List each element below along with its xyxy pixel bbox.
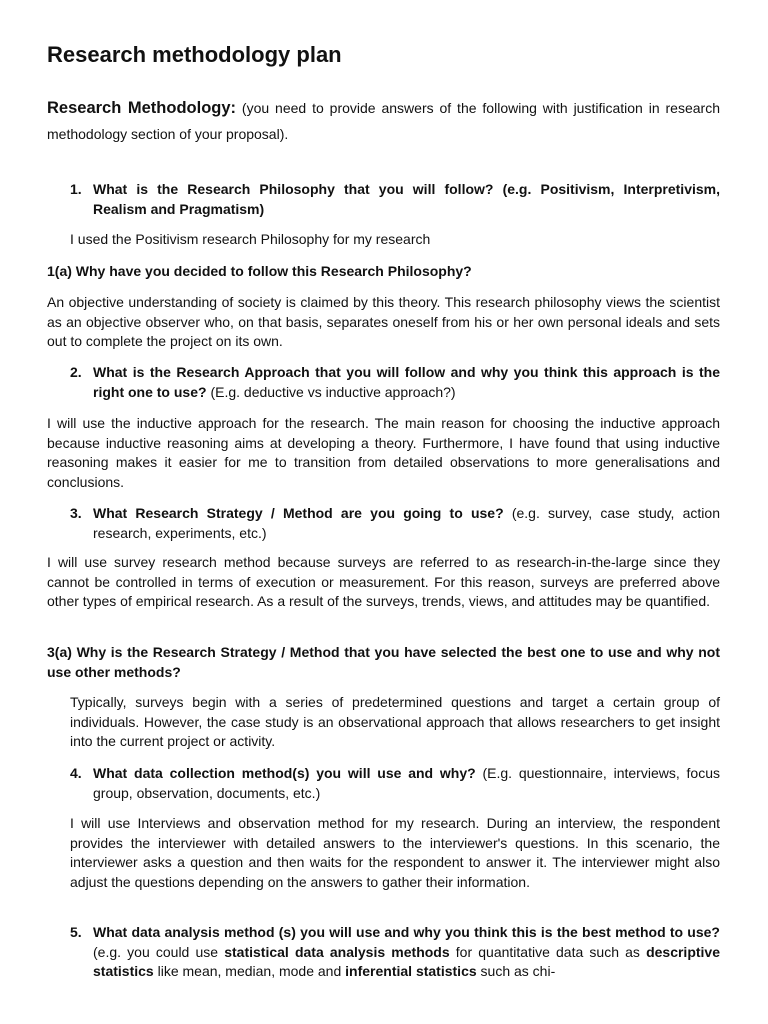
page-title: Research methodology plan bbox=[47, 42, 342, 67]
q1-number: 1. bbox=[70, 181, 82, 197]
intro-text: (you need to provide answers of the following with justification in research methodology section of your proposal). bbox=[47, 100, 720, 142]
q5-hint-3: like mean, median, mode and bbox=[153, 963, 346, 980]
q3a-question: 3(a) Why is the Research Strategy / Method that you have selected the best one to use and why not use other methods? bbox=[47, 644, 720, 680]
q5-hint-1: (e.g. you could use bbox=[93, 943, 225, 960]
q3-question-bold: What Research Strategy / Method are you going to use? bbox=[93, 505, 504, 521]
q1-question: What is the Research Philosophy that you will follow? (e.g. Positivism, Interpretivism, Realism and Pragmatism) bbox=[93, 181, 720, 217]
q1a-question: 1(a) Why have you decided to follow this Research Philosophy? bbox=[47, 263, 472, 279]
q3-number: 3. bbox=[70, 505, 82, 521]
intro-label: Research Methodology: bbox=[47, 99, 237, 117]
q4-number: 4. bbox=[70, 765, 82, 781]
q5-hint-bold-1: statistical data analysis methods bbox=[224, 943, 450, 960]
q2-answer: I will use the inductive approach for the research. The main reason for choosing the inductive approach because inductive reasoning aims at developing a theory. Furthermore, I have found that using inductive reasoning makes it easier for me to transition from detailed observations to more generalisations and conclusions. bbox=[47, 415, 720, 490]
q2-question-bold: What is the Research Approach that you will follow and why you think this approach is the right one to use? bbox=[93, 364, 720, 400]
q5-hint-2: for quantitative data such as bbox=[449, 943, 647, 960]
q4-question-hint: (E.g. questionnaire, interviews, focus group, observation, documents, etc.) bbox=[93, 765, 720, 801]
q5-question-bold: What data analysis method (s) you will use and why you think this is the best method to use? bbox=[93, 924, 720, 940]
q3-question-hint: (e.g. survey, case study, action research, experiments, etc.) bbox=[93, 505, 720, 541]
q4-answer: I will use Interviews and observation method for my research. During an interview, the respondent provides the interviewer with detailed answers to the interviewer's questions. In this scenario, the interviewer asks a question and then waits for the respondent to answer it. The interviewer might also adjust the questions depending on the answers to gather their information. bbox=[70, 815, 720, 890]
q3-question bbox=[93, 504, 720, 543]
q3a-answer: Typically, surveys begin with a series of predetermined questions and target a certain group of individuals. However, the case study is an observational approach that allows researchers to get insight into the current project or activity. bbox=[70, 694, 720, 750]
q2-question bbox=[93, 363, 720, 402]
q5-hint-bold-2: descriptive statistics bbox=[93, 943, 721, 980]
q2-question-hint: (E.g. deductive vs inductive approach?) bbox=[206, 383, 456, 400]
q3-answer: I will use survey research method because surveys are referred to as research-in-the-large since they cannot be controlled in terms of execution or measurement. For this reason, surveys are preferred above other types of empirical research. As a result of the surveys, trends, views, and attitudes may be quantified. bbox=[47, 554, 720, 610]
q1-answer: I used the Positivism research Philosophy for my research bbox=[70, 231, 431, 247]
intro-paragraph bbox=[47, 95, 720, 147]
q5-number: 5. bbox=[70, 924, 82, 940]
q2-number: 2. bbox=[70, 364, 82, 380]
q5-hint-4: such as chi- bbox=[476, 963, 556, 980]
q4-question-bold: What data collection method(s) you will use and why? bbox=[93, 765, 476, 781]
q1a-answer: An objective understanding of society is claimed by this theory. This research philosophy views the scientist as an objective observer who, on that basis, separates oneself from his or her own personal ideals and sets out to complete the project on its own. bbox=[47, 294, 720, 350]
q5-hint-bold-3: inferential statistics bbox=[345, 963, 477, 980]
q5-question bbox=[93, 923, 720, 982]
q4-question bbox=[93, 764, 720, 803]
